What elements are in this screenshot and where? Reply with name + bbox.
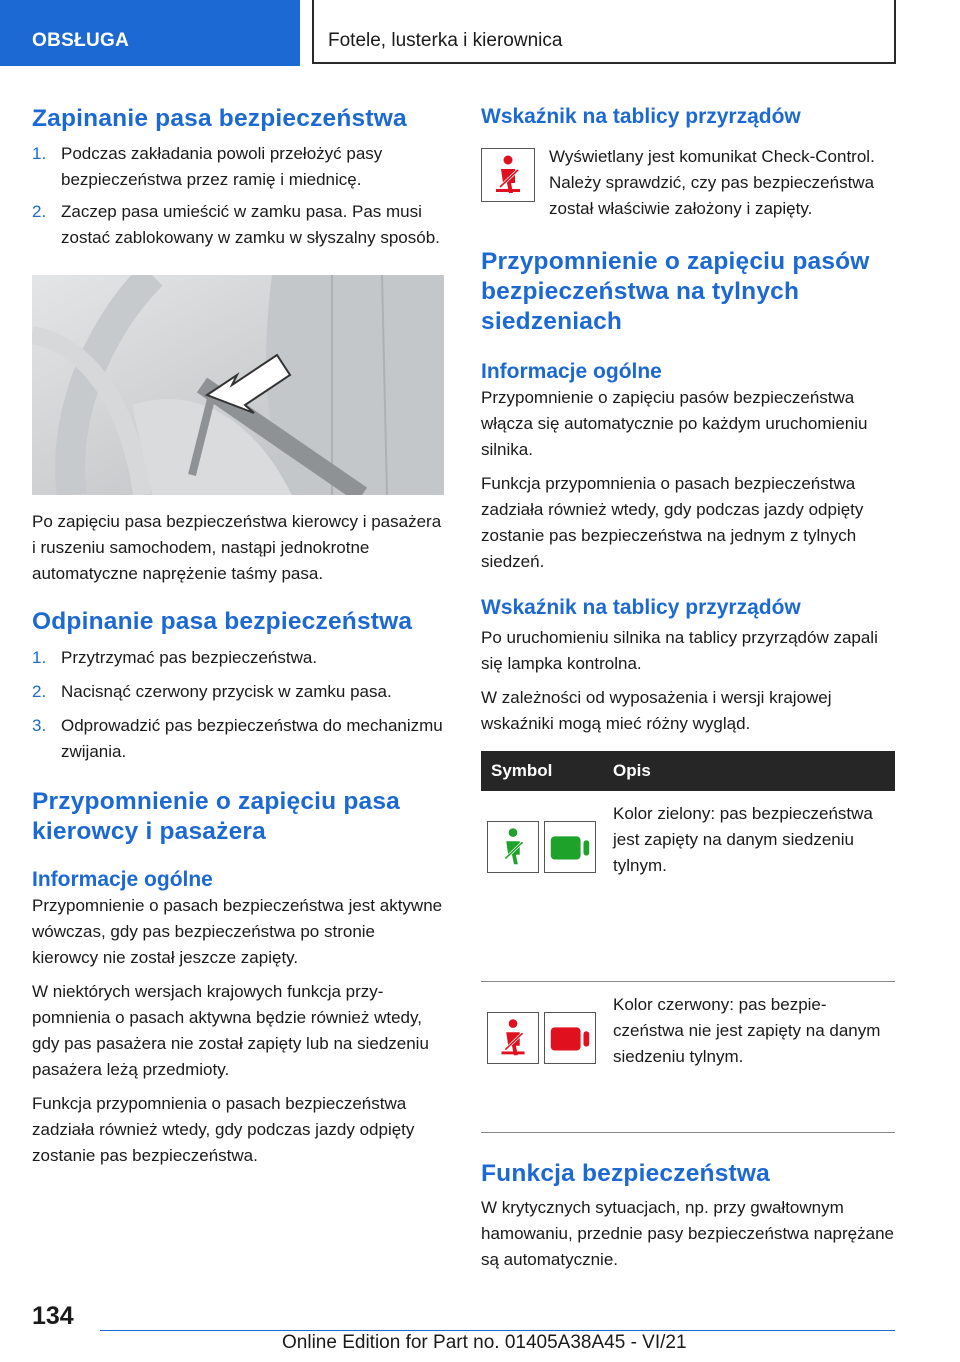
- seatbelt-warning-icon: [481, 148, 535, 202]
- symbol-cell: [481, 982, 603, 1133]
- description-cell: [603, 791, 895, 982]
- paragraph: Przypomnienie o pasach bezpieczeństwa jest aktywne wówczas, gdy pas bezpieczeństwa po stronie kierowcy nie został jeszcze zapięty.: [32, 896, 443, 967]
- symbol-table: [481, 751, 895, 1133]
- footer-divider: [100, 1330, 895, 1331]
- heading-fasten: Zapinanie pasa bezpieczeństwa: [32, 105, 407, 132]
- after-photo-text: Po zapięciu pasa bezpieczeństwa kierowcy i pasażera i ruszeniu samochodem, nastąpi jednokrotne automatyczne naprężenie taśmy pasa.: [32, 512, 442, 583]
- paragraph: W krytycznych sytuacjach, np. przy gwałtownym hamowaniu, przednie pasy bezpieczeństwa naprężane są automatycznie.: [481, 1198, 894, 1269]
- heading-rear-reminder: Przypomnienie o zapięciu pasów bezpieczeństwa na tylnych siedzeniach: [481, 248, 870, 335]
- paragraph: Funkcja przypomnienia o pasach bezpieczeństwa zadziała również wtedy, gdy podczas jazdy odpięty zostanie pas bezpieczeństwa.: [32, 1094, 415, 1165]
- step-text: Przytrzymać pas bezpieczeństwa.: [61, 648, 318, 667]
- step-number: 2.: [32, 202, 47, 221]
- table-header: [481, 751, 895, 791]
- step-number: 1.: [32, 648, 47, 667]
- row-description: Kolor czerwony: pas bezpieczeństwa nie jest zapięty na danym siedzeniu tylnym.: [613, 995, 881, 1066]
- column-header-description: Opis: [603, 751, 895, 791]
- step-text: Zaczep pasa umieścić w zamku pasa. Pas musi zostać zablokowany w zamku w słyszalny sposób.: [61, 202, 440, 247]
- right-column: [481, 100, 895, 1273]
- chapter-box: [312, 0, 896, 64]
- heading-safety-function: Funkcja bezpieczeństwa: [481, 1160, 770, 1187]
- list-item: [32, 645, 444, 671]
- row-description: Kolor zielony: pas bezpieczeństwa jest zapięty na danym siedzeniu tylnym.: [613, 804, 873, 875]
- subheading-general: Informacje ogólne: [32, 868, 213, 891]
- heading-indicator-2: Wskaźnik na tablicy przyrządów: [481, 596, 801, 619]
- indicator-text: Wyświetlany jest komunikat Check-Control. Należy sprawdzić, czy pas bezpieczeństwa został właściwie założony i zapięty.: [549, 147, 875, 218]
- paragraph: W zależności od wyposażenia i wersji krajowej wskaźniki mogą mieć różny wygląd.: [481, 688, 832, 733]
- step-number: 2.: [32, 682, 47, 701]
- unfasten-steps: [32, 645, 444, 765]
- symbol-cell: [481, 791, 603, 982]
- table-row: [481, 982, 895, 1133]
- list-item: [32, 713, 444, 765]
- step-text: Nacisnąć czerwony przycisk w zamku pasa.: [61, 682, 392, 701]
- paragraph: W niektórych wersjach krajowych funkcja przypomnienia o pasach aktywna będzie również wtedy, gdy pas pasażera nie został zapięty lub na siedzeniu pasażera leżą przedmioty.: [32, 982, 429, 1079]
- edition-note: Online Edition for Part no. 01405A38A45 - VI/21: [282, 1332, 687, 1353]
- description-cell: [603, 982, 895, 1133]
- rear-seat-green-icon: [544, 821, 596, 873]
- step-text: Odprowadzić pas bezpieczeństwa do mechanizmu zwijania.: [61, 716, 443, 761]
- paragraph: Funkcja przypomnienia o pasach bezpieczeństwa zadziała również wtedy, gdy podczas jazdy odpięty zostanie pas bezpieczeństwa na jednym z tylnych siedzeń.: [481, 474, 864, 571]
- chapter-title: Fotele, lusterka i kierownica: [328, 30, 563, 51]
- step-number: 3.: [32, 716, 47, 735]
- list-item: [32, 679, 444, 705]
- step-text: Podczas zakładania powoli przełożyć pasy bezpieczeństwa przez ramię i miednicę.: [61, 144, 383, 189]
- seatbelt-red-icon: [487, 1012, 539, 1064]
- list-item: [32, 141, 444, 193]
- indicator-block: [481, 144, 895, 222]
- subheading-general: Informacje ogólne: [481, 360, 662, 383]
- table-row: [481, 791, 895, 982]
- paragraph: Przypomnienie o zapięciu pasów bezpieczeństwa włącza się automatycznie po każdym uruchomieniu silnika.: [481, 388, 868, 459]
- seat-belt-photo: [32, 275, 444, 495]
- page-number: 134: [32, 1302, 74, 1330]
- seatbelt-green-icon: [487, 821, 539, 873]
- step-number: 1.: [32, 144, 47, 163]
- heading-reminder: Przypomnienie o zapięciu pasa kierowcy i pasażera: [32, 788, 400, 845]
- list-item: [32, 199, 444, 251]
- section-tab: [0, 0, 300, 66]
- seat-belt-illustration: [32, 275, 444, 495]
- heading-unfasten: Odpinanie pasa bezpieczeństwa: [32, 608, 413, 635]
- section-title: OBSŁUGA: [32, 30, 130, 51]
- column-header-symbol: Symbol: [481, 751, 603, 791]
- fasten-steps: [32, 141, 444, 251]
- left-column: [32, 100, 444, 1169]
- paragraph: Po uruchomieniu silnika na tablicy przyrządów zapali się lampka kontrolna.: [481, 628, 878, 673]
- heading-indicator: Wskaźnik na tablicy przyrządów: [481, 105, 801, 128]
- rear-seat-red-icon: [544, 1012, 596, 1064]
